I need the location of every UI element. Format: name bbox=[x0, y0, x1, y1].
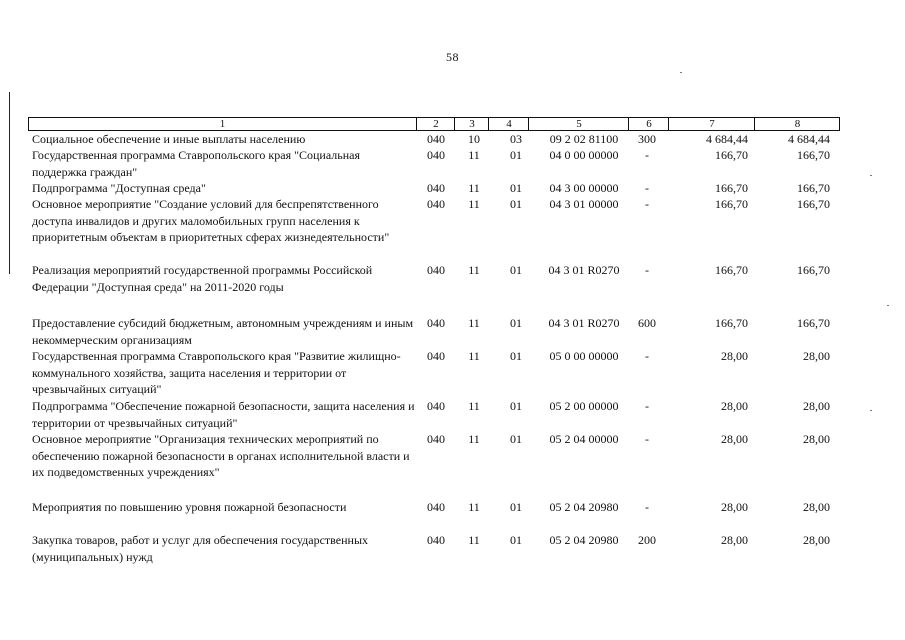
page-number: 58 bbox=[446, 50, 459, 64]
cell-section: 11 bbox=[468, 349, 480, 363]
row-name: Государственная программа Ставропольского края "Развитие жилищно-коммунального хозяйства, защита населения и территории от чрезвычайных ситуаций" bbox=[32, 349, 401, 396]
header-cell: 7 bbox=[668, 118, 755, 130]
cell-expense-type: - bbox=[645, 197, 649, 211]
header-cell: 6 bbox=[628, 118, 669, 130]
cell-section: 11 bbox=[468, 148, 480, 162]
cell-expense-type: - bbox=[645, 181, 649, 195]
cell-target-article: 04 3 00 00000 bbox=[549, 181, 619, 195]
cell-target-article: 05 2 00 00000 bbox=[549, 399, 619, 413]
cell-target-article: 04 3 01 R0270 bbox=[548, 263, 620, 277]
row-name: Основное мероприятие "Организация технических мероприятий по обеспечению пожарной безопасности в органах исполнительной власти и их подведомственных учреждениях" bbox=[32, 432, 410, 479]
table-row bbox=[28, 147, 840, 180]
cell-section: 11 bbox=[468, 432, 480, 446]
cell-amount-7: 28,00 bbox=[721, 349, 748, 363]
table-row bbox=[28, 131, 840, 147]
cell-subsection: 03 bbox=[510, 132, 522, 146]
cell-amount-7: 166,70 bbox=[715, 197, 748, 211]
cell-section: 11 bbox=[468, 316, 480, 330]
cell-target-article: 05 2 04 20980 bbox=[549, 533, 619, 547]
cell-amount-7: 28,00 bbox=[721, 399, 748, 413]
cell-amount-8: 28,00 bbox=[803, 349, 830, 363]
cell-expense-type: 200 bbox=[638, 533, 656, 547]
table-row bbox=[28, 431, 840, 499]
header-cell: 5 bbox=[528, 118, 629, 130]
row-name: Мероприятия по повышению уровня пожарной безопасности bbox=[32, 500, 347, 514]
cell-target-article: 05 2 04 20980 bbox=[549, 500, 619, 514]
scan-speck bbox=[870, 410, 872, 411]
cell-amount-8: 166,70 bbox=[797, 197, 830, 211]
table-row bbox=[28, 499, 840, 532]
cell-subsection: 01 bbox=[510, 500, 522, 514]
cell-ministry-code: 040 bbox=[427, 197, 445, 211]
cell-subsection: 01 bbox=[510, 316, 522, 330]
cell-subsection: 01 bbox=[510, 181, 522, 195]
cell-ministry-code: 040 bbox=[427, 533, 445, 547]
row-name: Подпрограмма "Обеспечение пожарной безопасности, защита населения и территории от чрезвычайных ситуаций" bbox=[32, 399, 415, 430]
cell-amount-8: 4 684,44 bbox=[788, 132, 830, 146]
cell-amount-7: 28,00 bbox=[721, 500, 748, 514]
cell-amount-8: 28,00 bbox=[803, 432, 830, 446]
cell-section: 11 bbox=[468, 181, 480, 195]
cell-ministry-code: 040 bbox=[427, 399, 445, 413]
cell-target-article: 04 3 01 R0270 bbox=[548, 316, 620, 330]
row-name: Предоставление субсидий бюджетным, автономным учреждениям и иным некоммерческим организациям bbox=[32, 316, 414, 347]
cell-section: 11 bbox=[468, 263, 480, 277]
cell-ministry-code: 040 bbox=[427, 263, 445, 277]
header-cell: 2 bbox=[416, 118, 455, 130]
budget-table bbox=[28, 117, 840, 565]
table-header-row bbox=[28, 117, 840, 131]
cell-subsection: 01 bbox=[510, 533, 522, 547]
cell-target-article: 09 2 02 81100 bbox=[549, 132, 619, 146]
cell-target-article: 04 0 00 00000 bbox=[549, 148, 619, 162]
cell-subsection: 01 bbox=[510, 349, 522, 363]
table-row bbox=[28, 315, 840, 348]
cell-amount-8: 166,70 bbox=[797, 263, 830, 277]
cell-ministry-code: 040 bbox=[427, 148, 445, 162]
scan-speck bbox=[887, 305, 889, 306]
cell-ministry-code: 040 bbox=[427, 349, 445, 363]
table-row bbox=[28, 180, 840, 196]
cell-expense-type: - bbox=[645, 500, 649, 514]
scan-margin-line bbox=[9, 92, 10, 274]
row-name: Реализация мероприятий государственной программы Российской Федерации "Доступная среда" на 2011-2020 годы bbox=[32, 263, 373, 294]
header-cell: 8 bbox=[754, 118, 840, 130]
cell-expense-type: - bbox=[645, 148, 649, 162]
scan-speck bbox=[680, 72, 682, 73]
table-row bbox=[28, 532, 840, 565]
table-row bbox=[28, 398, 840, 431]
cell-amount-7: 166,70 bbox=[715, 148, 748, 162]
table-row bbox=[28, 196, 840, 262]
cell-amount-8: 28,00 bbox=[803, 399, 830, 413]
cell-expense-type: - bbox=[645, 432, 649, 446]
cell-section: 10 bbox=[468, 132, 480, 146]
row-name: Основное мероприятие "Создание условий для беспрепятственного доступа инвалидов и других маломобильных групп населения к приоритетным объектам в приоритетных сферах жизнедеятельности" bbox=[32, 197, 390, 244]
cell-target-article: 05 0 00 00000 bbox=[549, 349, 619, 363]
cell-expense-type: 600 bbox=[638, 316, 656, 330]
row-name: Подпрограмма "Доступная среда" bbox=[32, 181, 206, 195]
cell-expense-type: 300 bbox=[638, 132, 656, 146]
table-row bbox=[28, 262, 840, 315]
header-cell: 1 bbox=[219, 118, 226, 130]
cell-amount-7: 28,00 bbox=[721, 533, 748, 547]
cell-subsection: 01 bbox=[510, 148, 522, 162]
cell-amount-7: 166,70 bbox=[715, 263, 748, 277]
cell-section: 11 bbox=[468, 533, 480, 547]
cell-section: 11 bbox=[468, 197, 480, 211]
cell-amount-7: 166,70 bbox=[715, 181, 748, 195]
cell-amount-8: 166,70 bbox=[797, 181, 830, 195]
header-cell: 3 bbox=[454, 118, 489, 130]
scan-speck bbox=[870, 175, 872, 176]
cell-ministry-code: 040 bbox=[427, 316, 445, 330]
cell-target-article: 05 2 04 00000 bbox=[549, 432, 619, 446]
cell-amount-8: 28,00 bbox=[803, 533, 830, 547]
cell-ministry-code: 040 bbox=[427, 181, 445, 195]
cell-amount-7: 166,70 bbox=[715, 316, 748, 330]
cell-expense-type: - bbox=[645, 399, 649, 413]
cell-expense-type: - bbox=[645, 263, 649, 277]
cell-ministry-code: 040 bbox=[427, 432, 445, 446]
cell-subsection: 01 bbox=[510, 197, 522, 211]
cell-amount-8: 28,00 bbox=[803, 500, 830, 514]
cell-amount-8: 166,70 bbox=[797, 148, 830, 162]
cell-ministry-code: 040 bbox=[427, 132, 445, 146]
row-name: Социальное обеспечение и иные выплаты населению bbox=[32, 132, 306, 146]
cell-subsection: 01 bbox=[510, 432, 522, 446]
cell-section: 11 bbox=[468, 500, 480, 514]
row-name: Государственная программа Ставропольского края "Социальная поддержка граждан" bbox=[32, 148, 361, 179]
table-row bbox=[28, 348, 840, 398]
cell-section: 11 bbox=[468, 399, 480, 413]
cell-ministry-code: 040 bbox=[427, 500, 445, 514]
cell-subsection: 01 bbox=[510, 399, 522, 413]
cell-subsection: 01 bbox=[510, 263, 522, 277]
row-name: Закупка товаров, работ и услуг для обеспечения государственных (муниципальных) нужд bbox=[32, 533, 369, 564]
cell-amount-7: 28,00 bbox=[721, 432, 748, 446]
cell-expense-type: - bbox=[645, 349, 649, 363]
cell-amount-7: 4 684,44 bbox=[706, 132, 748, 146]
cell-target-article: 04 3 01 00000 bbox=[549, 197, 619, 211]
header-cell: 4 bbox=[488, 118, 529, 130]
cell-amount-8: 166,70 bbox=[797, 316, 830, 330]
